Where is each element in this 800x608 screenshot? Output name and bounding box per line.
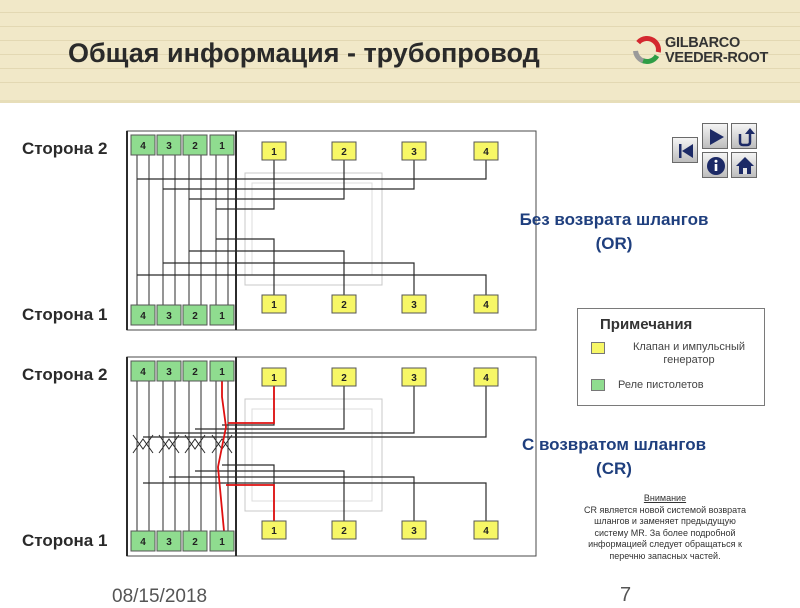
cr-panel-valve-bottom-2-label: 2 [341, 526, 347, 537]
or-panel-relay-bottom-4-label: 4 [140, 311, 146, 322]
mode-or-line2: (OR) [595, 234, 633, 253]
cr-panel-valve-bottom-1-label: 1 [271, 526, 277, 537]
or-panel-relay-top-1-label: 1 [219, 141, 225, 152]
legend-swatch-valve [591, 342, 605, 354]
or-panel-valve-top-1-label: 1 [271, 147, 277, 158]
next-icon [703, 124, 729, 150]
footer-date: 08/15/2018 [112, 586, 208, 607]
or-panel-valve-top-3-label: 3 [411, 147, 417, 158]
legend-swatch-relay [591, 379, 605, 391]
next-slide-button[interactable] [702, 123, 728, 149]
legend-valve-line2: генератор [663, 354, 715, 366]
cr-panel-relay-bottom-2-label: 2 [192, 537, 198, 548]
first-icon [673, 138, 699, 164]
notes-legend [577, 308, 765, 406]
info-icon [703, 153, 729, 179]
or-panel-valve-bottom-1-label: 1 [271, 300, 277, 311]
cr-panel-relay-bottom-1-label: 1 [219, 537, 225, 548]
warning-title: Внимание [643, 493, 687, 503]
mode-cr-line2: (CR) [596, 459, 632, 478]
mode-or-line1: Без возврата шлангов [519, 210, 709, 229]
side-1-label-top: Сторона 1 [22, 305, 108, 324]
warning-line-4: информацией следует обращаться к [588, 539, 742, 549]
warning-line-2: шлангов и заменяет предыдущую [594, 516, 736, 526]
cr-panel-relay-bottom-4-label: 4 [140, 537, 146, 548]
warning-note [555, 493, 775, 562]
or-panel-valve-top-4-label: 4 [483, 147, 489, 158]
side-1-label-bottom: Сторона 1 [22, 531, 108, 550]
cr-panel-valve-top-4-label: 4 [483, 373, 489, 384]
slide-title: Общая информация - трубопровод [68, 38, 540, 68]
home-icon [732, 153, 758, 179]
cr-panel-relay-top-3-label: 3 [166, 367, 172, 378]
cr-panel-relay-bottom-3-label: 3 [166, 537, 172, 548]
or-panel-valve-bottom-3-label: 3 [411, 300, 417, 311]
info-button[interactable] [702, 152, 728, 178]
or-panel-relay-bottom-1-label: 1 [219, 311, 225, 322]
return-button[interactable] [731, 123, 757, 149]
side-2-label-top: Сторона 2 [22, 139, 108, 158]
mode-cr [514, 433, 714, 481]
first-slide-button[interactable] [672, 137, 698, 163]
notes-title: Примечания [600, 316, 693, 333]
page-number: 7 [620, 584, 632, 606]
cr-panel-valve-top-1-label: 1 [271, 373, 277, 384]
cr-panel-valve-bottom-3-label: 3 [411, 526, 417, 537]
mode-cr-line1: С возвратом шлангов [521, 435, 707, 454]
brand-line1: GILBARCO [665, 35, 740, 51]
legend-item-valve [616, 341, 762, 367]
or-panel-relay-bottom-3-label: 3 [166, 311, 172, 322]
cr-panel-relay-top-1-label: 1 [219, 367, 225, 378]
brand-line2: VEEDER-ROOT [665, 50, 769, 66]
warning-line-3: систему MR. За более подробной [594, 527, 736, 538]
cr-panel-valve-bottom-4-label: 4 [483, 526, 489, 537]
side-2-label-bottom: Сторона 2 [22, 365, 108, 384]
cr-panel-relay-top-4-label: 4 [140, 367, 146, 378]
cr-panel-valve-top-2-label: 2 [341, 373, 347, 384]
or-panel-valve-bottom-4-label: 4 [483, 300, 489, 311]
or-panel-relay-top-3-label: 3 [166, 141, 172, 152]
return-icon [732, 124, 758, 150]
legend-valve-line1: Клапан и импульсный [632, 341, 746, 353]
or-panel-valve-top-2-label: 2 [341, 147, 347, 158]
warning-line-1: CR является новой системой возврата [584, 504, 746, 515]
warning-line-5: перечню запасных частей. [609, 550, 721, 561]
mode-or [514, 208, 714, 256]
legend-item-relay: Реле пистолетов [618, 379, 704, 391]
or-panel-relay-top-4-label: 4 [140, 141, 146, 152]
home-button[interactable] [731, 152, 757, 178]
or-panel-relay-top-2-label: 2 [192, 141, 198, 152]
cr-panel-relay-top-2-label: 2 [192, 367, 198, 378]
or-panel-relay-bottom-2-label: 2 [192, 311, 198, 322]
or-panel-valve-bottom-2-label: 2 [341, 300, 347, 311]
cr-panel-valve-top-3-label: 3 [411, 373, 417, 384]
